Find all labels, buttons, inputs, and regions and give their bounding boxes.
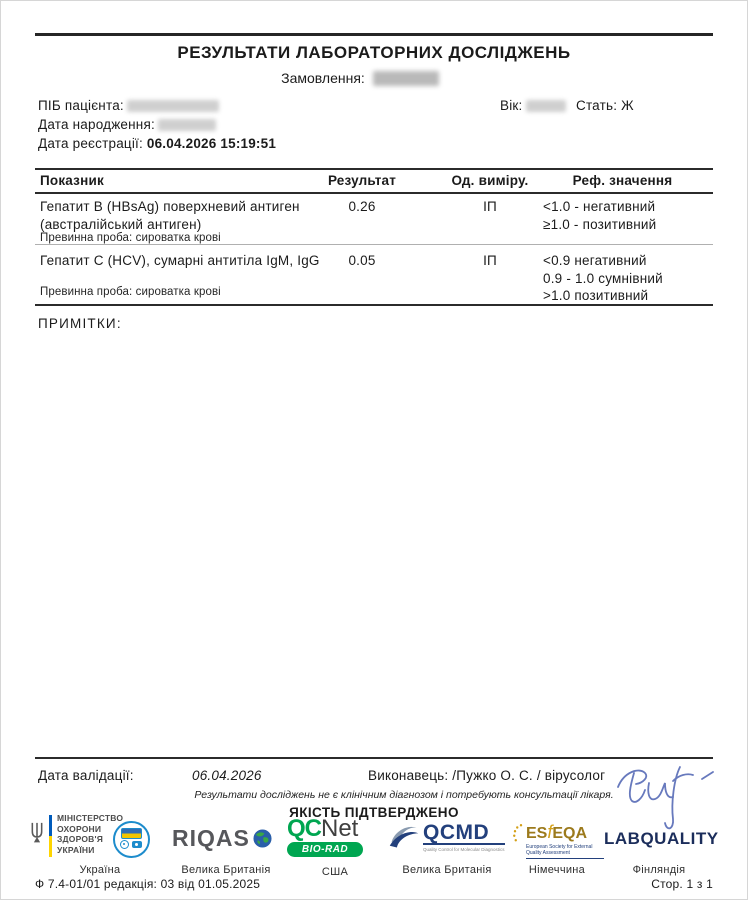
- col-header-indicator: Показник: [40, 173, 104, 188]
- page-number: Стор. 1 з 1: [651, 877, 713, 891]
- col-header-reference: Реф. значення: [572, 173, 673, 188]
- results-table: [35, 168, 713, 308]
- esfeqa-f: f: [547, 822, 553, 842]
- trident-icon: [30, 821, 44, 845]
- test-unit: ІП: [483, 199, 497, 214]
- executor-line: Виконавець: /Пужко О. С. / вірусолог: [368, 768, 606, 783]
- qcnet-biorad-logo: [287, 817, 363, 857]
- moz-line: ЗДОРОВ'Я: [57, 834, 104, 844]
- test-unit: ІП: [483, 253, 497, 268]
- quality-confirmed-title: ЯКІСТЬ ПІДТВЕРДЖЕНО: [289, 805, 459, 820]
- test-result: 0.05: [348, 253, 376, 268]
- registration-value: 06.04.2026 15:19:51: [146, 136, 277, 151]
- labquality-logo: LABQUALITY: [604, 829, 719, 848]
- esfeqa-text-block: [526, 823, 604, 859]
- validation-date-label: Дата валідації:: [38, 768, 134, 783]
- age-label: Вік:: [500, 98, 523, 113]
- sex-label: Стать:: [576, 98, 618, 113]
- reference-line: 0.9 - 1.0 сумнівний: [543, 270, 663, 286]
- order-label: Замовлення:: [281, 70, 365, 86]
- table-header-border: [35, 192, 713, 194]
- col-header-result: Результат: [327, 173, 397, 188]
- biorad-badge: BIO-RAD: [287, 842, 363, 857]
- globe-icon: [253, 829, 272, 848]
- flag-icon: [121, 828, 142, 839]
- esfeqa-wordmark: [526, 823, 604, 843]
- age-value-redacted: [526, 100, 566, 112]
- qcmd-subtext: Quality Control for Molecular Diagnostics: [423, 847, 505, 852]
- patient-name-label: ПІБ пацієнта:: [38, 98, 124, 113]
- moz-line: МІНІСТЕРСТВО: [57, 813, 124, 823]
- country-label-esfeqa: Німеччина: [528, 864, 586, 876]
- patient-name-row: [38, 98, 219, 113]
- registration-label: Дата реєстрації:: [38, 136, 143, 151]
- esfeqa-logo: [512, 823, 604, 859]
- order-row: [0, 70, 734, 86]
- table-row-separator: [35, 244, 713, 245]
- test-reference: [543, 198, 713, 233]
- reference-line: <0.9 негативний: [543, 253, 647, 268]
- country-label-labquality: Фінляндія: [632, 864, 686, 876]
- col-header-unit: Од. виміру.: [451, 173, 529, 188]
- reference-line: <1.0 - негативний: [543, 199, 656, 214]
- qcnet-qc: QC: [287, 815, 321, 842]
- qcnet-net: Net: [321, 815, 359, 842]
- country-label-qcmd: Велика Британія: [402, 864, 492, 876]
- certification-mark-icon: [120, 840, 129, 849]
- esfeqa-es: ES: [526, 825, 548, 842]
- order-value-redacted: [373, 71, 439, 86]
- sex-value: Ж: [621, 98, 634, 113]
- qcnet-wordmark: [287, 817, 363, 841]
- disclaimer-text: Результати досліджень не є клінічним діагнозом і потребують консультації лікаря.: [194, 789, 614, 801]
- table-top-border: [35, 168, 713, 170]
- test-reference: [543, 252, 713, 305]
- ukrmetrteststandart-logo: [113, 821, 150, 858]
- sample-type: Превинна проба: сироватка крові: [40, 286, 221, 298]
- patient-age-row: [500, 98, 566, 113]
- notes-label: ПРИМІТКИ:: [38, 316, 122, 331]
- reference-line: ≥1.0 - позитивний: [543, 216, 657, 232]
- birth-date-row: [38, 117, 216, 132]
- test-result: 0.26: [348, 199, 376, 214]
- signature-strokes: [612, 757, 727, 837]
- qcmd-text-block: [423, 822, 505, 852]
- qcmd-wordmark: QCMD: [423, 822, 505, 845]
- riqas-logo: [172, 825, 272, 852]
- flag-bar: [49, 815, 52, 857]
- moz-line: ОХОРОНИ: [57, 823, 102, 834]
- moz-logo: [30, 813, 123, 857]
- registration-row: [38, 136, 276, 151]
- moz-line: УКРАЇНИ: [57, 844, 95, 855]
- birth-date-label: Дата народження:: [38, 117, 155, 132]
- qcmd-swoosh-icon: [388, 822, 420, 850]
- page-title: РЕЗУЛЬТАТИ ЛАБОРАТОРНИХ ДОСЛІДЖЕНЬ: [177, 43, 571, 62]
- riqas-wordmark: RIQAS: [172, 825, 250, 851]
- patient-name-redacted: [127, 100, 219, 112]
- test-name: Гепатит В (HBsAg) поверхневий антиген (австралійський антиген): [40, 199, 300, 232]
- reference-line: >1.0 позитивний: [543, 288, 649, 303]
- qcmd-logo: [388, 822, 505, 852]
- country-label-riqas: Велика Британія: [181, 864, 271, 876]
- table-bottom-border: [35, 304, 713, 306]
- country-label-qcnet: США: [321, 866, 349, 878]
- stars-arc-icon: [512, 823, 524, 847]
- form-code: Ф 7.4-01/01 редакція: 03 від 01.05.2025: [35, 877, 261, 891]
- sample-type: Превинна проба: сироватка крові: [40, 232, 221, 244]
- esfeqa-subtext: European Society for External Quality Assessment: [526, 844, 604, 859]
- validation-date-value: 06.04.2026: [192, 768, 262, 783]
- esfeqa-eqa: EQA: [552, 825, 588, 842]
- top-divider: [35, 33, 713, 36]
- birth-date-redacted: [158, 119, 216, 131]
- standard-mark-icon: [132, 841, 142, 848]
- test-name: Гепатит С (HCV), сумарні антитіла IgM, IgG: [40, 253, 320, 268]
- patient-sex-row: [576, 98, 634, 113]
- country-label-ukraine: Україна: [79, 864, 121, 876]
